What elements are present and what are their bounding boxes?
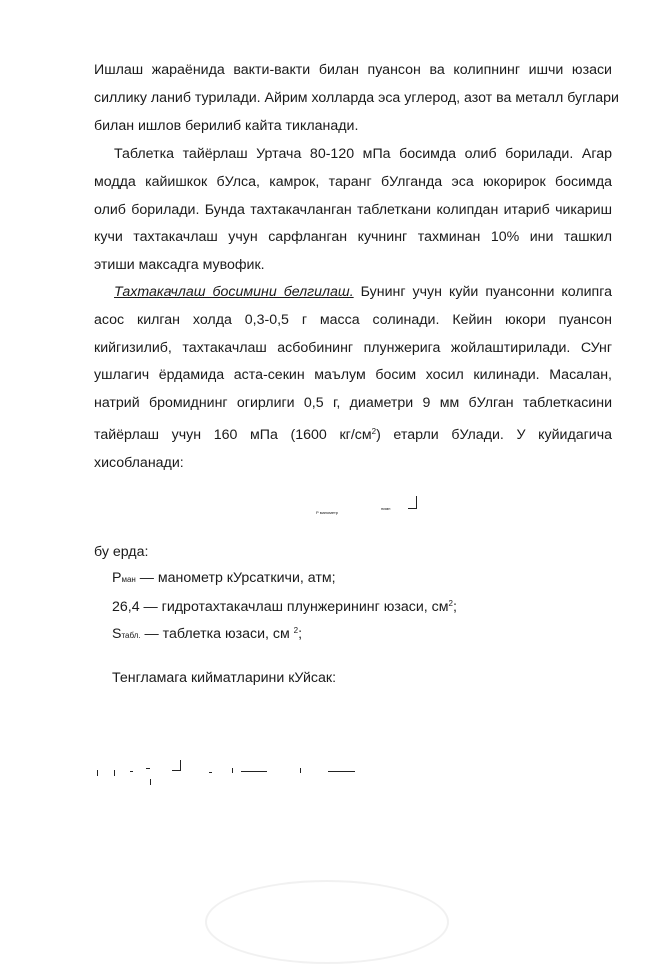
- paragraph-1: [94, 57, 619, 140]
- subscript: ман: [121, 575, 136, 584]
- formula-stroke: [416, 496, 417, 509]
- formula-stroke: [300, 768, 301, 773]
- formula-stroke: [146, 768, 150, 769]
- symbol: Р: [112, 570, 122, 586]
- paragraph-line: [94, 279, 612, 307]
- formula-stroke: [130, 771, 133, 772]
- formula-stroke: [97, 770, 98, 776]
- definitions-intro: бу ерда:: [94, 544, 149, 560]
- formula-stroke: [114, 770, 115, 776]
- formula-left: P манометр: [316, 510, 339, 515]
- paragraph-text: тайёрлаш учун 160 мПа (1600 кг/см: [94, 426, 372, 443]
- definition-row: [94, 592, 457, 619]
- superscript: 2: [293, 626, 299, 635]
- formula-stroke: [209, 772, 212, 773]
- paragraph-text: ) етарли бУлади. У куйидагича: [376, 426, 612, 443]
- paragraph-line: Ишлаш жараёнида вакти-вакти билан пуансон ва колипнинг ишчи юзаси: [94, 62, 612, 78]
- section-heading: Тахтакачлаш босимини белгилаш.: [114, 284, 354, 300]
- paragraph-text: Бунинг учун куйи пуансонни колипга: [353, 284, 612, 300]
- definition-row: [94, 566, 457, 592]
- formula-stroke: [150, 779, 151, 785]
- paragraph-line: [94, 418, 612, 450]
- definition-text: ;: [298, 626, 303, 642]
- superscript: 2: [371, 426, 377, 436]
- definition-text: — манометр кУрсаткичи, атм;: [135, 570, 336, 586]
- paragraph-2: [94, 141, 612, 280]
- paragraph-line: кийгизилиб, тахтакачлаш асбобининг плунжерига жойлаштирилади. СУнг: [94, 339, 612, 356]
- superscript: 2: [448, 599, 453, 608]
- fraction-bar: [172, 770, 180, 771]
- definitions: [94, 540, 457, 690]
- definition-text: 26,4 — гидротахтакачлаш плунжерининг юзаси, см: [112, 599, 449, 615]
- symbol: S: [112, 626, 122, 642]
- paragraph-line: модда кайишкок бУлса, камрок, таранг бУлганда эса юкорирок босимда: [94, 173, 612, 190]
- formula-stroke: [180, 760, 181, 771]
- fraction-bar: [408, 508, 416, 509]
- paragraph-line: силлику ланиб турилади. Айрим холларда эса углерод, азот ва металл буглари: [94, 89, 619, 106]
- paragraph-3: [94, 279, 612, 478]
- definition-text: — таблетка юзаси, см: [140, 626, 294, 642]
- paragraph-line: этиши максадга мувофик.: [94, 257, 265, 274]
- values-intro: Тенгламага кийматларини кУйсак:: [112, 670, 337, 686]
- paragraph-line: асос килган холда 0,3-0,5 г масса солинади. Кейин юкори пуансон: [94, 311, 612, 328]
- paragraph-line: ушлагич ёрдамида аста-секин маълум босим хосил килинади. Масалан,: [94, 367, 612, 384]
- fraction-bar: [241, 771, 267, 772]
- subscript: табл.: [121, 631, 141, 640]
- paragraph-line: натрий бромиднинг огирлиги 0,5 г, диаметри 9 мм бУлган таблеткасини: [94, 395, 612, 412]
- paragraph-line: хисобланади:: [94, 454, 184, 471]
- formula-stroke: [232, 768, 233, 773]
- watermark-circle: [205, 880, 449, 964]
- definition-text: ;: [452, 599, 457, 615]
- formula-mid: нимп: [381, 506, 391, 511]
- definition-row: [94, 619, 457, 648]
- paragraph-line: кучи тахтакачлаш учун сарфланган кучнинг тахминан 10% ини ташкил: [94, 229, 612, 246]
- paragraph-line: билан ишлов берилиб кайта тикланади.: [94, 117, 359, 134]
- fraction-bar: [328, 771, 355, 772]
- paragraph-line: олиб борилади. Бунда тахтакачланган таблеткани колипдан итариб чикариш: [94, 201, 612, 218]
- paragraph-line: Таблетка тайёрлаш Уртача 80-120 мПа босимда олиб борилади. Агар: [114, 146, 612, 162]
